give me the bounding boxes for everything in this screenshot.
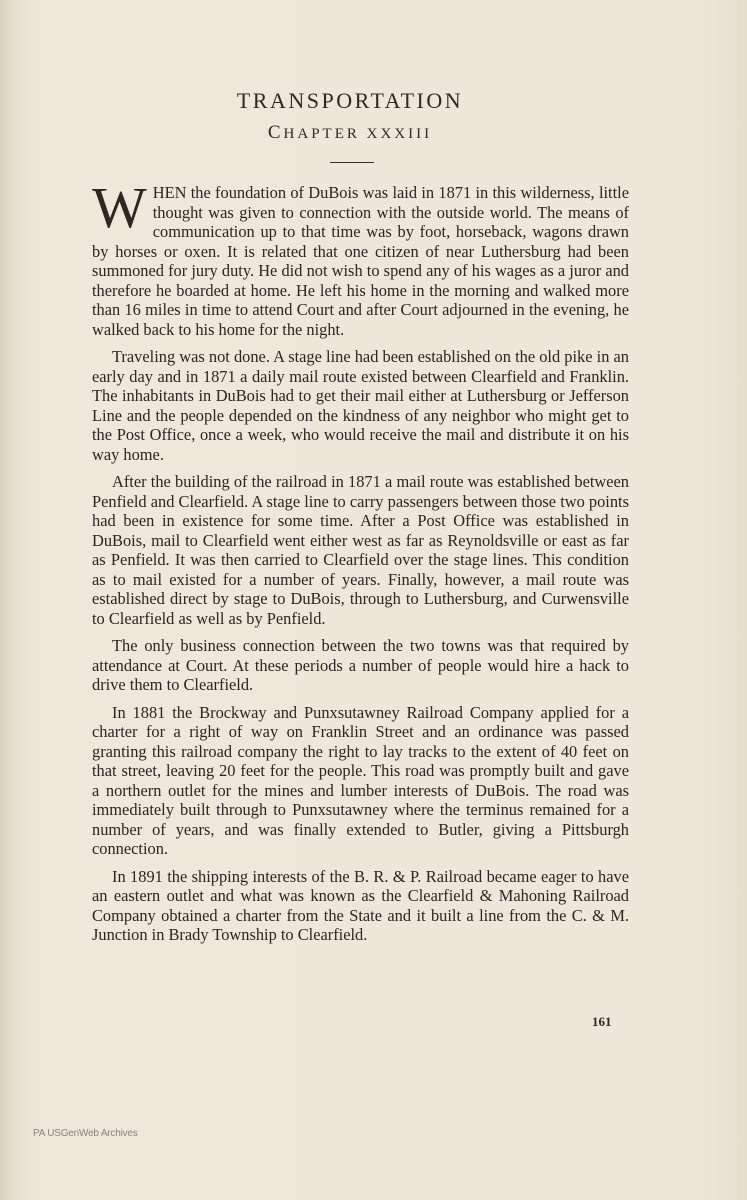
paragraph-3: After the building of the railroad in 1871 a mail route was established between Penfield and Clearfield. A stage line to carry passengers between those two points had been in existence for some time. After a Post Office was established in DuBois, mail to Clearfield went either west as far as Reynoldsville or east as far as Penfield. It was then carried to Clearfield over the stage lines. This condition as to mail existed for a number of years. Finally, however, a mail route was established direct by stage to DuBois, through to Luthersburg, and Curwensville to Clearfield as well as by Penfield. [92,472,629,628]
chapter-title: TRANSPORTATION [236,88,464,113]
page-number: 161 [592,1014,612,1029]
drop-cap: W [92,175,147,240]
title-divider [330,162,374,163]
paragraph-5: In 1881 the Brockway and Punxsutawney Railroad Company applied for a charter for a right of way on Franklin Street and an ordinance was passed granting this railroad company the right to lay tracks to the extent of 40 feet on that street, leaving 20 feet for the people. This road was promptly built and gave a northern outlet for the mines and lumber interests of DuBois. The road was immediately built through to Punxsutawney where the terminus remained for a number of years, and was finally extended to Butler, giving a Pittsburgh connection. [92,702,629,858]
paragraph-6: In 1891 the shipping interests of the B. R. & P. Railroad became eager to have an eastern outlet and what was known as the Clearfield & Mahoning Railroad Company obtained a charter from the State and it built a line from the C. & M. Junction in Brady Township to Clearfield. [92,866,629,944]
paragraph-2: Traveling was not done. A stage line had been established on the old pike in an early day and in 1871 a daily mail route existed between Clearfield and Franklin. The inhabitants in DuBois had to get their mail either at Luthersburg or Jefferson Line and the people depended on the kindness of any neighbor who might get to the Post Office, once a week, who would receive the mail and distribute it on his way home. [92,347,629,464]
paragraph-4: The only business connection between the two towns was that required by attendance at Court. At these periods a number of people would hire a hack to drive them to Clearfield. [92,636,629,694]
chapter-label [0,122,700,144]
archive-watermark: PA USGenWeb Archives [33,1128,138,1139]
chapter-number: XXXIII [366,126,433,142]
paragraph-1-text: HEN the foundation of DuBois was laid in 1871 in this wilderness, little thought was given to connection with the outside world. The means of communication up to that time was by foot, horseback, wagons drawn by horses or oxen. It is related that one citizen of near Luthersburg had been summoned for jury duty. He did not wish to spend any of his wages as a juror and therefore he boarded at home. He left his home in the morning and walked more than 16 miles in time to attend Court and after Court adjourned in the evening, he walked back to his home for the night. [92,183,629,339]
body-text [92,175,629,953]
chapter-label-rest: HAPTER [283,126,360,142]
paragraph-1 [92,175,629,339]
chapter-label-initial: C [267,122,284,143]
